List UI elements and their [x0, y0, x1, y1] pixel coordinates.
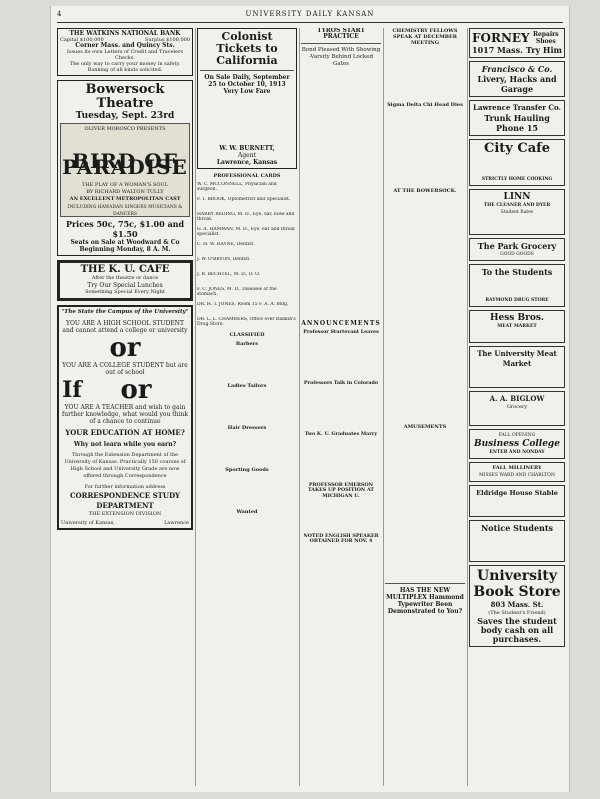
list-item: G. A. HAMMAN, M. D., Eye, ear and throat specialist.	[197, 227, 295, 238]
fall-opening: FALL OPENING	[498, 433, 536, 438]
extension-info: For further information address	[84, 484, 166, 490]
hess-line: MEAT MARKET	[497, 324, 537, 329]
poster-cast: AN EXCELLENT METROPOLITAN CAST	[69, 196, 181, 202]
cafe-line1: After the theatre or dance	[91, 275, 159, 281]
list-item: Wanted	[236, 509, 258, 515]
extension-ad	[57, 305, 193, 530]
bank-ad	[57, 28, 193, 76]
extension-title: "The State the Campus of the University"	[61, 309, 189, 315]
book-store-ad	[469, 565, 565, 647]
amusements-title: AMUSEMENTS	[403, 424, 447, 430]
cafe-line2: Try Our Special Lunches	[87, 282, 163, 289]
notice-title: Notice Students	[480, 523, 554, 533]
notice-text	[472, 533, 562, 559]
city-cafe-line: STRICTLY HOME COOKING	[481, 177, 553, 182]
colonist-city: Lawrence, Kansas	[216, 159, 278, 166]
forney-name: FORNEY	[472, 31, 530, 45]
bank-surplus: Surplus $100,000	[144, 37, 190, 43]
colonist-agent: W. W. BURNETT,	[219, 145, 275, 152]
students-store: RAYMOND DRUG STORE	[485, 298, 549, 303]
column-5	[469, 28, 565, 788]
millinery-name: FALL MILLINERY	[492, 465, 542, 471]
header-rule	[57, 22, 563, 23]
park-grocery-ad	[469, 238, 565, 261]
forney-line3: Try Him	[525, 45, 562, 55]
chemistry-title: CHEMISTRY FELLOWS SPEAK AT DECEMBER MEETING	[392, 28, 458, 46]
list-item: Sporting Goods	[225, 467, 269, 473]
lawrence-transfer-ad	[469, 100, 565, 136]
list-item: Professors Talk in Colorado	[303, 380, 379, 386]
university-meat-ad	[469, 346, 565, 388]
lawrence-transfer-name: Lawrence Transfer Co.	[473, 103, 561, 112]
bank-name: THE WATKINS NATIONAL BANK	[69, 30, 181, 37]
enter-line: ENTER AND NONDAY	[489, 450, 545, 455]
theatre-name: Bowersock Theatre	[85, 82, 165, 111]
extension-footer	[61, 520, 189, 526]
poster-subtitle: THE PLAY OF A WOMAN'S SOUL	[81, 182, 169, 188]
business-college-name: Business College	[474, 439, 560, 449]
sigma-text	[385, 108, 465, 188]
bigelow-name: A. A. BIGLOW	[489, 394, 545, 403]
colonist-on-sale: On Sale Daily, September 25 to October 10, 1913	[204, 74, 290, 88]
colonist-title: Colonist Tickets to California	[216, 30, 278, 67]
extension-q4: YOUR EDUCATION AT HOME?	[65, 428, 185, 437]
show-poster	[60, 123, 190, 217]
tyros-subtitle: Bond Pleased With Showing -Varsity Behind Locked Gates	[301, 47, 381, 67]
list-item: Two K. U. Graduates Marry	[304, 431, 378, 437]
list-item: Hair Dressers	[227, 425, 267, 431]
at-bowersock-title: AT THE BOWERSOCK.	[393, 188, 457, 194]
theatre-beginning: Beginning Monday, 8 A. M.	[79, 246, 171, 253]
list-item: Ladies Tailors	[227, 383, 267, 389]
list-item: Barbers	[235, 341, 259, 347]
students-title: To the Students	[481, 267, 553, 277]
chemistry-text	[385, 46, 465, 102]
eldridge-text	[472, 498, 562, 514]
linn-line2: Student Rates	[500, 210, 534, 215]
list-item: DR. L. L. CHAMBERS, Office over Rankin's Drug Store.	[197, 317, 296, 328]
cards-title: PROFESSIONAL CARDS	[213, 173, 281, 179]
millinery-owner: MISSES WARD AND CHARLTON	[479, 473, 555, 478]
hess-ad	[469, 310, 565, 343]
theatre-date: Tuesday, Sept. 23rd	[75, 111, 175, 121]
extension-if-row	[61, 376, 189, 404]
book-store-tagline: (The Student's Friend)	[488, 610, 546, 616]
page-header	[51, 10, 569, 22]
cafe-name: THE K. U. CAFE	[80, 264, 170, 275]
column-3-articles	[301, 330, 381, 582]
list-item: W. C. MCCONNELL, Physician and surgeon.	[197, 182, 277, 193]
bigelow-text	[472, 411, 562, 423]
notice-ad	[469, 520, 565, 562]
list-item: HARRY REDING, M. D., Eye, ear, nose and throat.	[197, 212, 295, 223]
university-meat-text	[472, 369, 562, 385]
extension-or-2: or	[120, 375, 152, 405]
bigelow-ad	[469, 391, 565, 426]
colonist-agent-title: Agent	[238, 152, 256, 159]
hammond-text	[385, 615, 465, 675]
linn-text	[472, 216, 562, 232]
extension-city: Lawrence	[164, 520, 189, 526]
extension-univ: University of Kansas,	[61, 520, 115, 526]
linn-line1: THE CLEANER AND DYER	[483, 203, 551, 208]
bank-capital: Capital $100,000	[60, 37, 104, 43]
students-text	[472, 277, 562, 297]
francisco-name: Francisco & Co.	[481, 64, 553, 74]
eldridge-name: Eldridge House Stable	[476, 489, 558, 497]
bigelow-line: Grocery	[506, 404, 528, 410]
at-bowersock-text	[385, 194, 465, 424]
extension-q3: YOU ARE A TEACHER and wish to gain further knowledge, what would you think of a chance to continue	[62, 404, 188, 425]
park-grocery-line: GOOD GOODS	[500, 252, 534, 257]
university-meat-name: The University Meat Market	[477, 349, 557, 368]
bank-address: Corner Mass. and Quincy Sts.	[75, 42, 175, 49]
students-ad	[469, 264, 565, 307]
classified-list	[197, 341, 297, 549]
extension-body: Through the Extension Department of the University of Kansas. Practically 150 courses of High School and University Grade are now offered through Correspondence	[64, 452, 186, 479]
book-store-address: 803 Mass. St.	[490, 600, 544, 609]
colonist-body-text	[200, 95, 294, 145]
hammond-title: HAS THE NEW MULTIPLEX Hammond Typewriter Been Demonstrated to You?	[386, 587, 464, 615]
amusements-text	[385, 430, 465, 580]
list-item: F. T. BROOK, Optometrist and Specialist.	[197, 197, 291, 202]
hess-text	[472, 330, 562, 340]
city-cafe-name: City Cafe	[483, 141, 550, 156]
extension-q1: YOU ARE A HIGH SCHOOL STUDENT and cannot attend a college or university	[62, 320, 188, 334]
professional-cards	[197, 182, 297, 329]
column-4	[385, 28, 465, 788]
poster-extra: INCLUDING HAWAIIAN SINGERS MUSICIANS & DANCERS	[67, 205, 183, 217]
list-item: NOTED ENGLISH SPEAKER OBTAINED FOR NOV. 4	[303, 533, 379, 545]
sigma-title: Sigma Delta Chi Head Dies	[387, 102, 463, 108]
list-item: Professor Sturtevant Leaves	[303, 329, 379, 335]
column-3	[301, 28, 381, 788]
forney-row	[472, 31, 562, 45]
forney-line2: 1017 Mass.	[472, 45, 523, 55]
colonist-very-low: Very Low Fare	[223, 88, 271, 95]
hess-name: Hess Bros.	[489, 313, 545, 323]
forney-line1: Repairs Shoes	[532, 31, 559, 45]
lawrence-transfer-line2: Phone 15	[496, 123, 538, 133]
newspaper-page	[50, 6, 570, 792]
list-item: J. W. O'BRYON, Dentist.	[197, 257, 251, 262]
page-number: 4	[57, 10, 63, 18]
bank-line3: Banking of all kinds solicited.	[87, 67, 163, 73]
theatre-ad	[57, 80, 193, 256]
extension-if: If	[62, 377, 82, 403]
column-divider	[299, 28, 300, 786]
bank-line2: The only way to carry your money in safety.	[69, 61, 181, 67]
book-store-name: University Book Store	[473, 568, 561, 600]
linn-ad	[469, 189, 565, 235]
theatre-seats: Seats on Sale at Woodward & Co	[70, 239, 180, 246]
announcements-title: ANNOUNCEMENTS	[301, 320, 381, 327]
linn-name: LINN	[503, 192, 531, 202]
poster-author: BY RICHARD WALTON TULLY	[86, 189, 164, 195]
city-cafe-ad	[469, 139, 565, 186]
theatre-prices: Prices 50c, 75c, $1.00 and $1.50	[65, 219, 185, 239]
extension-q5: Why not learn while you earn?	[73, 441, 177, 448]
eldridge-ad	[469, 485, 565, 517]
list-item: DR. H. T. JONES, Room 15 F. A. A. Bldg.	[197, 302, 289, 307]
forney-row2	[472, 45, 562, 55]
business-college-ad	[469, 429, 565, 459]
extension-q2: YOU ARE A COLLEGE STUDENT but are out of school	[62, 362, 188, 376]
lawrence-transfer-line1: Trunk Hauling	[484, 113, 550, 123]
column-divider	[383, 28, 384, 786]
list-item: F. C. JONES, M. D., Diseases of the stomach.	[197, 287, 277, 298]
colonist-ad	[197, 28, 297, 169]
newspaper-title: UNIVERSITY DAILY KANSAN	[245, 10, 375, 18]
poster-title: BIRD OF PARADISE	[62, 149, 188, 179]
park-grocery-name: The Park Grocery	[477, 241, 557, 251]
forney-ad	[469, 28, 565, 58]
city-cafe-text	[472, 156, 562, 176]
list-item: C. H. W. HAYNE, Dentist.	[197, 242, 255, 247]
poster-presenter: OLIVER MOROSCO PRESENTS	[84, 126, 166, 132]
classified-title: CLASSIFIED	[229, 332, 265, 338]
book-store-body: Saves the student body cash on all purchases.	[477, 616, 557, 644]
cafe-ad	[57, 260, 193, 301]
francisco-line: Livery, Hacks and Garage	[477, 74, 557, 94]
extension-dept: CORRESPONDENCE STUDY DEPARTMENT	[69, 491, 181, 510]
extension-or-1: or	[109, 333, 141, 363]
millinery-ad	[469, 462, 565, 482]
list-item: PROFESSOR EMERSON TAKES UP POSITION AT MICHIGAN U.	[307, 482, 375, 499]
list-item: J. R. BECHTEL, M. D., D. O.	[197, 272, 261, 277]
column-2	[197, 28, 297, 788]
tyros-article-text	[301, 68, 381, 318]
extension-division: THE EXTENSION DIVISION	[88, 511, 162, 517]
francisco-ad	[469, 61, 565, 97]
cafe-line3: Something Special Every Night	[85, 289, 165, 295]
tyros-title: TYROS START PRACTICE	[317, 28, 365, 40]
column-divider	[195, 28, 196, 786]
column-divider	[467, 28, 468, 786]
column-1	[57, 28, 193, 788]
bank-line1: Issues its own Letters of Credit and Travelers Checks.	[66, 49, 184, 61]
